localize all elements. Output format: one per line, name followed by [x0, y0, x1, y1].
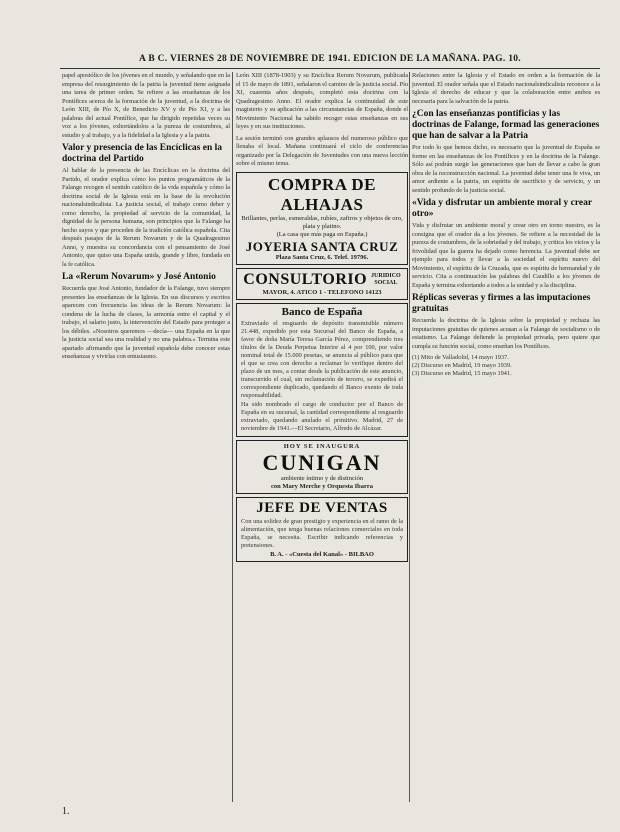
col1-heading-2: La «Rerum Novarum» y José Antonio — [62, 272, 216, 282]
footnote: (2) Discurso en Madrid, 19 mayo 1939. — [412, 362, 512, 369]
bank-body: Extraviado el resguardo de depósito transmisible número 21.448, expedido por esta Sucursal del Banco de España, a favor de doña María Teresa García Pérez, comprendiendo tres títulos de la Deuda Perpetua Interior al 4 por 100, por valor nominal total de 15.000 pesetas, se anuncia al público para que el que se crea con derecho a reclamar lo verifique dentro del plazo de un mes, a contar desde la publicación de este anuncio, transcurrido el cual, sin reclamación de tercero, se expedirá el correspondiente duplicado, quedando el Banco exento de toda responsabilidad. — [241, 319, 403, 399]
col1-body-2: Recuerda que José Antonio, fundador de la Falange, tuvo siempre presentes las enseñanzas de la Iglesia. En sus discursos y escritos aparecen con frecuencia las ideas de la Rerum Novarum: la condena de la lucha de clases, la armonía entre el capital y el trabajo, el salario justo, la intervención del Estado para proteger a los débiles. «Nosotros queremos —decía— una España en la que la justicia social sea una realidad y no una palabra.» Termina este apartado afirmando que la juventud española debe conocer estas enseñanzas y vivirlas con entusiasmo. — [62, 285, 230, 360]
ad3-line2: con Mary Merche y Orquesta Ibarra — [270, 482, 374, 490]
col3-heading-1: ¿Con las enseñanzas pontificias y las doctrinas de Falange, formad las generaciones que han de salvar a la Patria — [412, 109, 600, 141]
ad3-top: HOY SE INAUGURA — [283, 442, 361, 450]
ad1-address: Plaza Santa Cruz, 6. Telef. 19796. — [275, 253, 369, 261]
header-rule — [60, 68, 600, 69]
ad-compra-alhajas — [236, 172, 408, 265]
ad1-shop: JOYERIA SANTA CRUZ — [245, 238, 399, 254]
footnote: (1) Mito de Valladolid, 14 mayo 1937. — [412, 354, 509, 361]
ad2-side-bottom: SOCIAL — [374, 279, 398, 286]
ad3-line1: ambiente íntimo y de distinción — [280, 474, 364, 482]
col1-body-1: Al hablar de la presencia de las Encíclicas en la doctrina del Partido, el orador explica cómo los puntos programáticos de la Falange recogen el sentido católico de la vida española y cómo la doctrina social de la Iglesia está en la base de la revolución nacionalsindicalista. La justicia social, el trabajo como deber y como derecho, la propiedad al servicio de la comunidad, la dignidad de la persona humana, son principios que la Falange ha hecho suyos y que proceden de la tradición católica española. Cita después pasajes de la Rerum Novarum y de la Quadragesimo Anno, y muestra su concordancia con el pensamiento de José Antonio, que quiso una España unida, grande y libre, fundada en la fe católica. — [62, 167, 230, 268]
ad2-address: MAYOR, 4. ATICO 1 - TELEFONO 14123 — [262, 288, 382, 296]
footnotes — [412, 354, 600, 378]
col3-intro: Relaciones entre la Iglesia y el Estado en orden a la formación de la juventud. El orador señala que el Estado nacionalsindicalista reconoce a la Iglesia el derecho de educar y que la colaboración entre ambos es necesaria para la salvación de la patria. — [412, 72, 600, 105]
ad2-side-top: JURIDICO — [371, 272, 401, 279]
column-3 — [412, 72, 600, 812]
ad1-title: COMPRA DE ALHAJAS — [268, 174, 376, 214]
col3-body-3: Recuerda la doctrina de la Iglesia sobre la propiedad y rechaza las imputaciones gratuitas de quienes acusan a la Falange de socialismo o de estatismo. La Falange defiende la propiedad privada, pero quiere que cumpla su función social, como enseñan los Pontífices. — [412, 317, 600, 350]
bank-title: Banco de España — [281, 305, 363, 318]
ad2-title: CONSULTORIO — [243, 270, 368, 288]
column-2 — [236, 72, 408, 812]
col1-intro: papel apostólico de los jóvenes en el mundo, y señalando que en la empresa del resurgimiento de la patria la juventud tiene asignada una tarea de primer orden. Se refiere a las enseñanzas de los Pontífices acerca de la formación de la juventud, a la doctrina de León XIII, de Pío X, de Benedicto XV y de Pío XI, y a las palabras del actual Pontífice, que ha dirigido repetidas veces su voz a los jóvenes, exhortándolos a la pureza de costumbres, al estudio y al trabajo, y a la fidelidad a la Iglesia y a la patria. — [62, 72, 230, 139]
ad-consultorio — [236, 268, 408, 300]
ad4-title: JEFE DE VENTAS — [256, 499, 388, 516]
col3-heading-3: Réplicas severas y firmes a las imputaciones gratuitas — [412, 293, 591, 314]
column-divider-1 — [232, 72, 233, 802]
bank-notice — [236, 303, 408, 437]
ad-jefe-ventas — [236, 497, 408, 562]
column-1 — [62, 72, 230, 812]
col2-intro: León XIII (1878-1903) y su Encíclica Rerum Novarum, publicada el 15 de mayo de 1891, señalaron el camino de la justicia social. Pío XI, cuarenta años después, completó esta doctrina con la Quadragesimo Anno. El orador explica la continuidad de este magisterio y su aplicación a las circunstancias de España, donde el Movimiento Nacional ha sabido recoger estas enseñanzas en sus leyes y en sus instituciones. — [236, 72, 408, 130]
bank-body-2: Ha sido nombrado el cargo de conductor por el Banco de España en su sucursal, la cantidad correspondiente al resguardo extraviado, quedando anulado el primitivo. Madrid, 27 de noviembre de 1941.—El Secretario, Alfredo de Alcázar. — [241, 400, 403, 432]
col2-body-after: La sesión terminó con grandes aplausos del numeroso público que llenaba el local. Mañana continuará el ciclo de conferencias organizado por la Delegación de Juventudes con una nueva lección sobre el mismo tema. — [236, 134, 408, 167]
col3-heading-2: «Vida y disfrutar un ambiente moral y crear otro» — [412, 198, 592, 219]
ad4-body: Con una solidez de gran prestigio y experiencia en el ramo de la alimentación, que tenga buenas relaciones comerciales en toda España, se necesita. Escribir indicando referencias y pretensiones. — [241, 517, 403, 549]
col3-body-1: Por todo lo que hemos dicho, es necesario que la juventud de España se forme en las enseñanzas de los Pontífices y en la doctrina de la Falange. Sólo así podrán surgir las generaciones que han de llevar a cabo la gran obra de la reconstrucción nacional. La juventud debe tener una fe viva, un amor ardiente a la patria, un espíritu de sacrificio y de servicio, y un sentido profundo de la justicia social. — [412, 144, 600, 194]
page-marker: 1. — [62, 806, 70, 817]
column-divider-2 — [409, 72, 410, 802]
ad1-line1: Brillantes, perlas, esmeraldas, rubíes, zafiros y objetos de oro, plata y platino. — [241, 214, 403, 230]
running-head: A B C. VIERNES 28 DE NOVIEMBRE DE 1941. EDICION DE LA MAÑANA. PAG. 10. — [139, 54, 521, 64]
footnote: (3) Discurso en Madrid, 15 mayo 1941. — [412, 370, 512, 377]
ad4-footer: B. A. - «Cuesta del Kanal» - BILBAO — [270, 550, 374, 558]
ad1-line2: (La casa que más paga en España.) — [276, 230, 368, 238]
ad3-title: CUNIGAN — [262, 449, 382, 475]
col1-heading-1: Valor y presencia de las Encíclicas en la doctrina del Partido — [62, 143, 223, 164]
col3-body-2: Vida y disfrutar un ambiente moral y crear otro en torno nuestro, es la consigna que el orador da a los jóvenes. Se refiere a la necesidad de la pureza de costumbres, de la sobriedad y del trabajo, y critica los vicios y la frivolidad que la guerra ha dejado como herencia. La juventud debe ser ejemplo para todos y llevar a la sociedad el espíritu nuevo del Movimiento, el espíritu de la Cruzada, que es espíritu de hermandad y de servicio. Cita a continuación las palabras del Caudillo a los jóvenes de España y termina exhortando a todos a la unidad y a la disciplina. — [412, 222, 600, 289]
ad-cunigan — [236, 440, 408, 494]
